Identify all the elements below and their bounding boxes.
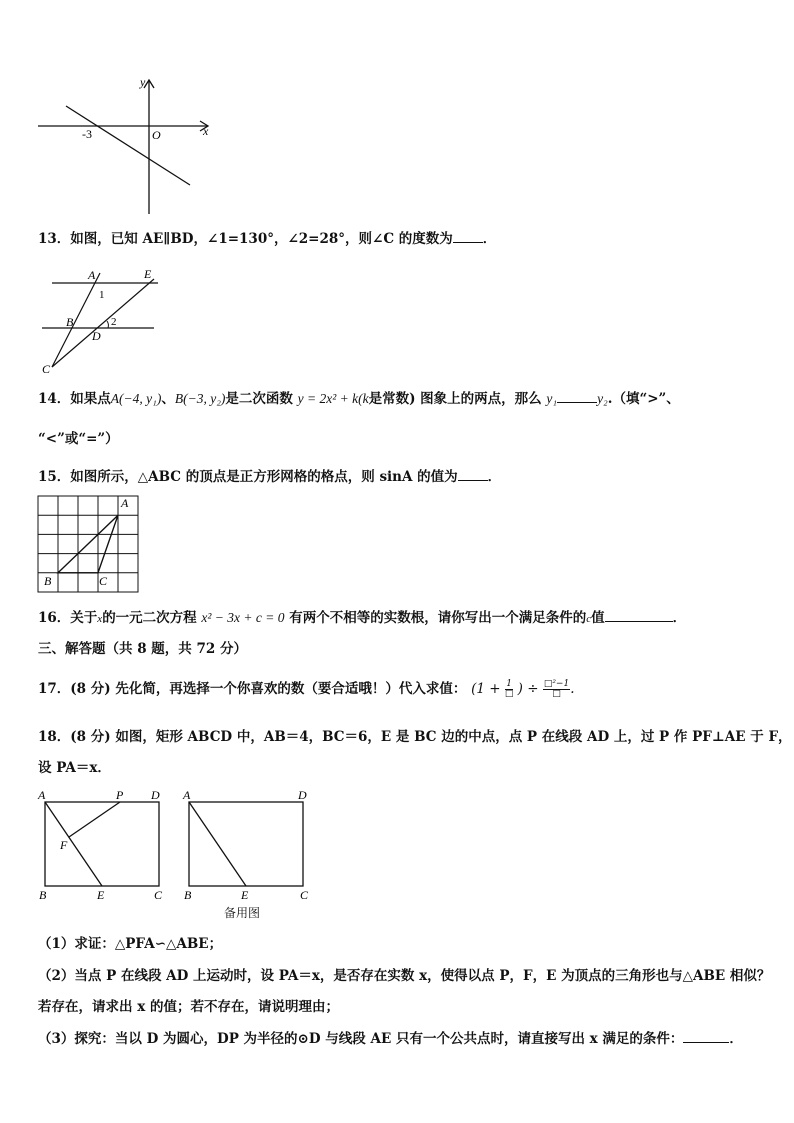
label-A: A (38, 788, 46, 802)
linear-graph-line (66, 106, 190, 185)
answer-blank (453, 230, 483, 243)
label-E: E (97, 888, 105, 902)
label-B: B (184, 888, 192, 902)
question-18-part-2-line2: 若存在，请求出 x 的值；若不存在，请说明理由； (38, 999, 339, 1015)
parallel-lines-figure (36, 265, 166, 377)
triangle-ABC (58, 515, 118, 573)
label-C: C (99, 574, 108, 588)
y-axis-label: y (140, 75, 146, 89)
label-B: B (39, 888, 47, 902)
answer-blank (683, 1030, 729, 1043)
segment-PF (69, 802, 120, 837)
rectangle-figure-2 (180, 786, 316, 904)
x-axis-label: x (203, 124, 209, 138)
label-D: D (151, 788, 160, 802)
label-F: F (60, 838, 68, 852)
label-A: A (183, 788, 191, 802)
rectangle-ABCD (189, 802, 303, 886)
question-17: 17．(8 分) 先化简，再选择一个你喜欢的数（要合适哦！）代入求值： (1 + $\frac{1}{□}$ ) ÷ $\frac{\text{□²−1}}{□}$ . (38, 679, 575, 699)
label-E: E (241, 888, 249, 902)
label-E: E (144, 267, 152, 281)
coordinate-figure (30, 72, 230, 220)
label-C: C (300, 888, 309, 902)
label-D: D (298, 788, 307, 802)
answer-blank (557, 390, 597, 403)
figure-caption: 备用图 (224, 906, 261, 920)
label-D: D (92, 329, 101, 343)
segment-CA (52, 273, 100, 367)
expression: (1 + $\frac{1}{□}$ ) ÷ $\frac{\text{□²−1}}{□}$ . (471, 679, 575, 699)
label-A: A (88, 268, 96, 282)
rectangle-figure-1 (36, 786, 172, 904)
tick-label: -3 (82, 127, 92, 141)
answer-blank (458, 468, 488, 481)
label-P: P (116, 788, 124, 802)
angle-2-arc (107, 321, 108, 328)
question-18-line2: 设 PA＝x． (38, 760, 111, 776)
label-C: C (154, 888, 163, 902)
label-2: 2 (111, 316, 117, 328)
question-16: 16．关于x的一元二次方程 x² − 3x + c = 0 有两个不相等的实数根，请你写出一个满足条件的c值 ． (38, 610, 687, 626)
section-heading: 三、解答题（共 8 题，共 72 分） (38, 641, 247, 657)
segment-AE (189, 802, 246, 886)
question-13: 13．如图，已知 AE∥BD，∠1=130°，∠2=28°，则∠C 的度数为 ． (38, 231, 497, 247)
label-B: B (66, 315, 74, 329)
label-1: 1 (99, 289, 105, 301)
question-18: 18．(8 分) 如图，矩形 ABCD 中，AB＝4，BC＝6，E 是 BC 边的中点，点 P 在线段 AD 上，过 P 作 PF⊥AE 于 F， (38, 729, 792, 745)
fraction-1: $\frac{1}{□}$ (504, 679, 514, 699)
segment-AE (45, 802, 102, 886)
answer-blank (605, 609, 673, 622)
label-C: C (42, 362, 51, 376)
question-18-part-2: （2）当点 P 在线段 AD 上运动时，设 PA＝x，是否存在实数 x，使得以点 P，F，E 为顶点的三角形也与△ABE 相似？ (38, 968, 771, 984)
question-18-part-3: （3）探究：当以 D 为圆心，DP 为半径的⊙D 与线段 AE 只有一个公共点时，请直接写出 x 满足的条件： ． (38, 1031, 743, 1047)
question-15: 15．如图所示，△ABC 的顶点是正方形网格的格点，则 sinA 的值为 ． (38, 469, 502, 485)
question-18-part-1: （1）求证：△PFA∽△ABE； (38, 936, 223, 952)
label-A: A (121, 496, 129, 510)
origin-label: O (152, 128, 161, 142)
question-14-line2: “<”或“=”） (38, 431, 119, 447)
fraction-2: $\frac{\text{□²−1}}{□}$ (543, 679, 570, 699)
question-14: 14．如果点A(−4, y₁)、B(−3, y₂)是二次函数 y = 2x² + k(k是常数) 图象上的两点，那么 y₁ y₂.（填“>”、 (38, 391, 680, 407)
label-B: B (44, 574, 52, 588)
grid-triangle-figure (36, 494, 140, 594)
